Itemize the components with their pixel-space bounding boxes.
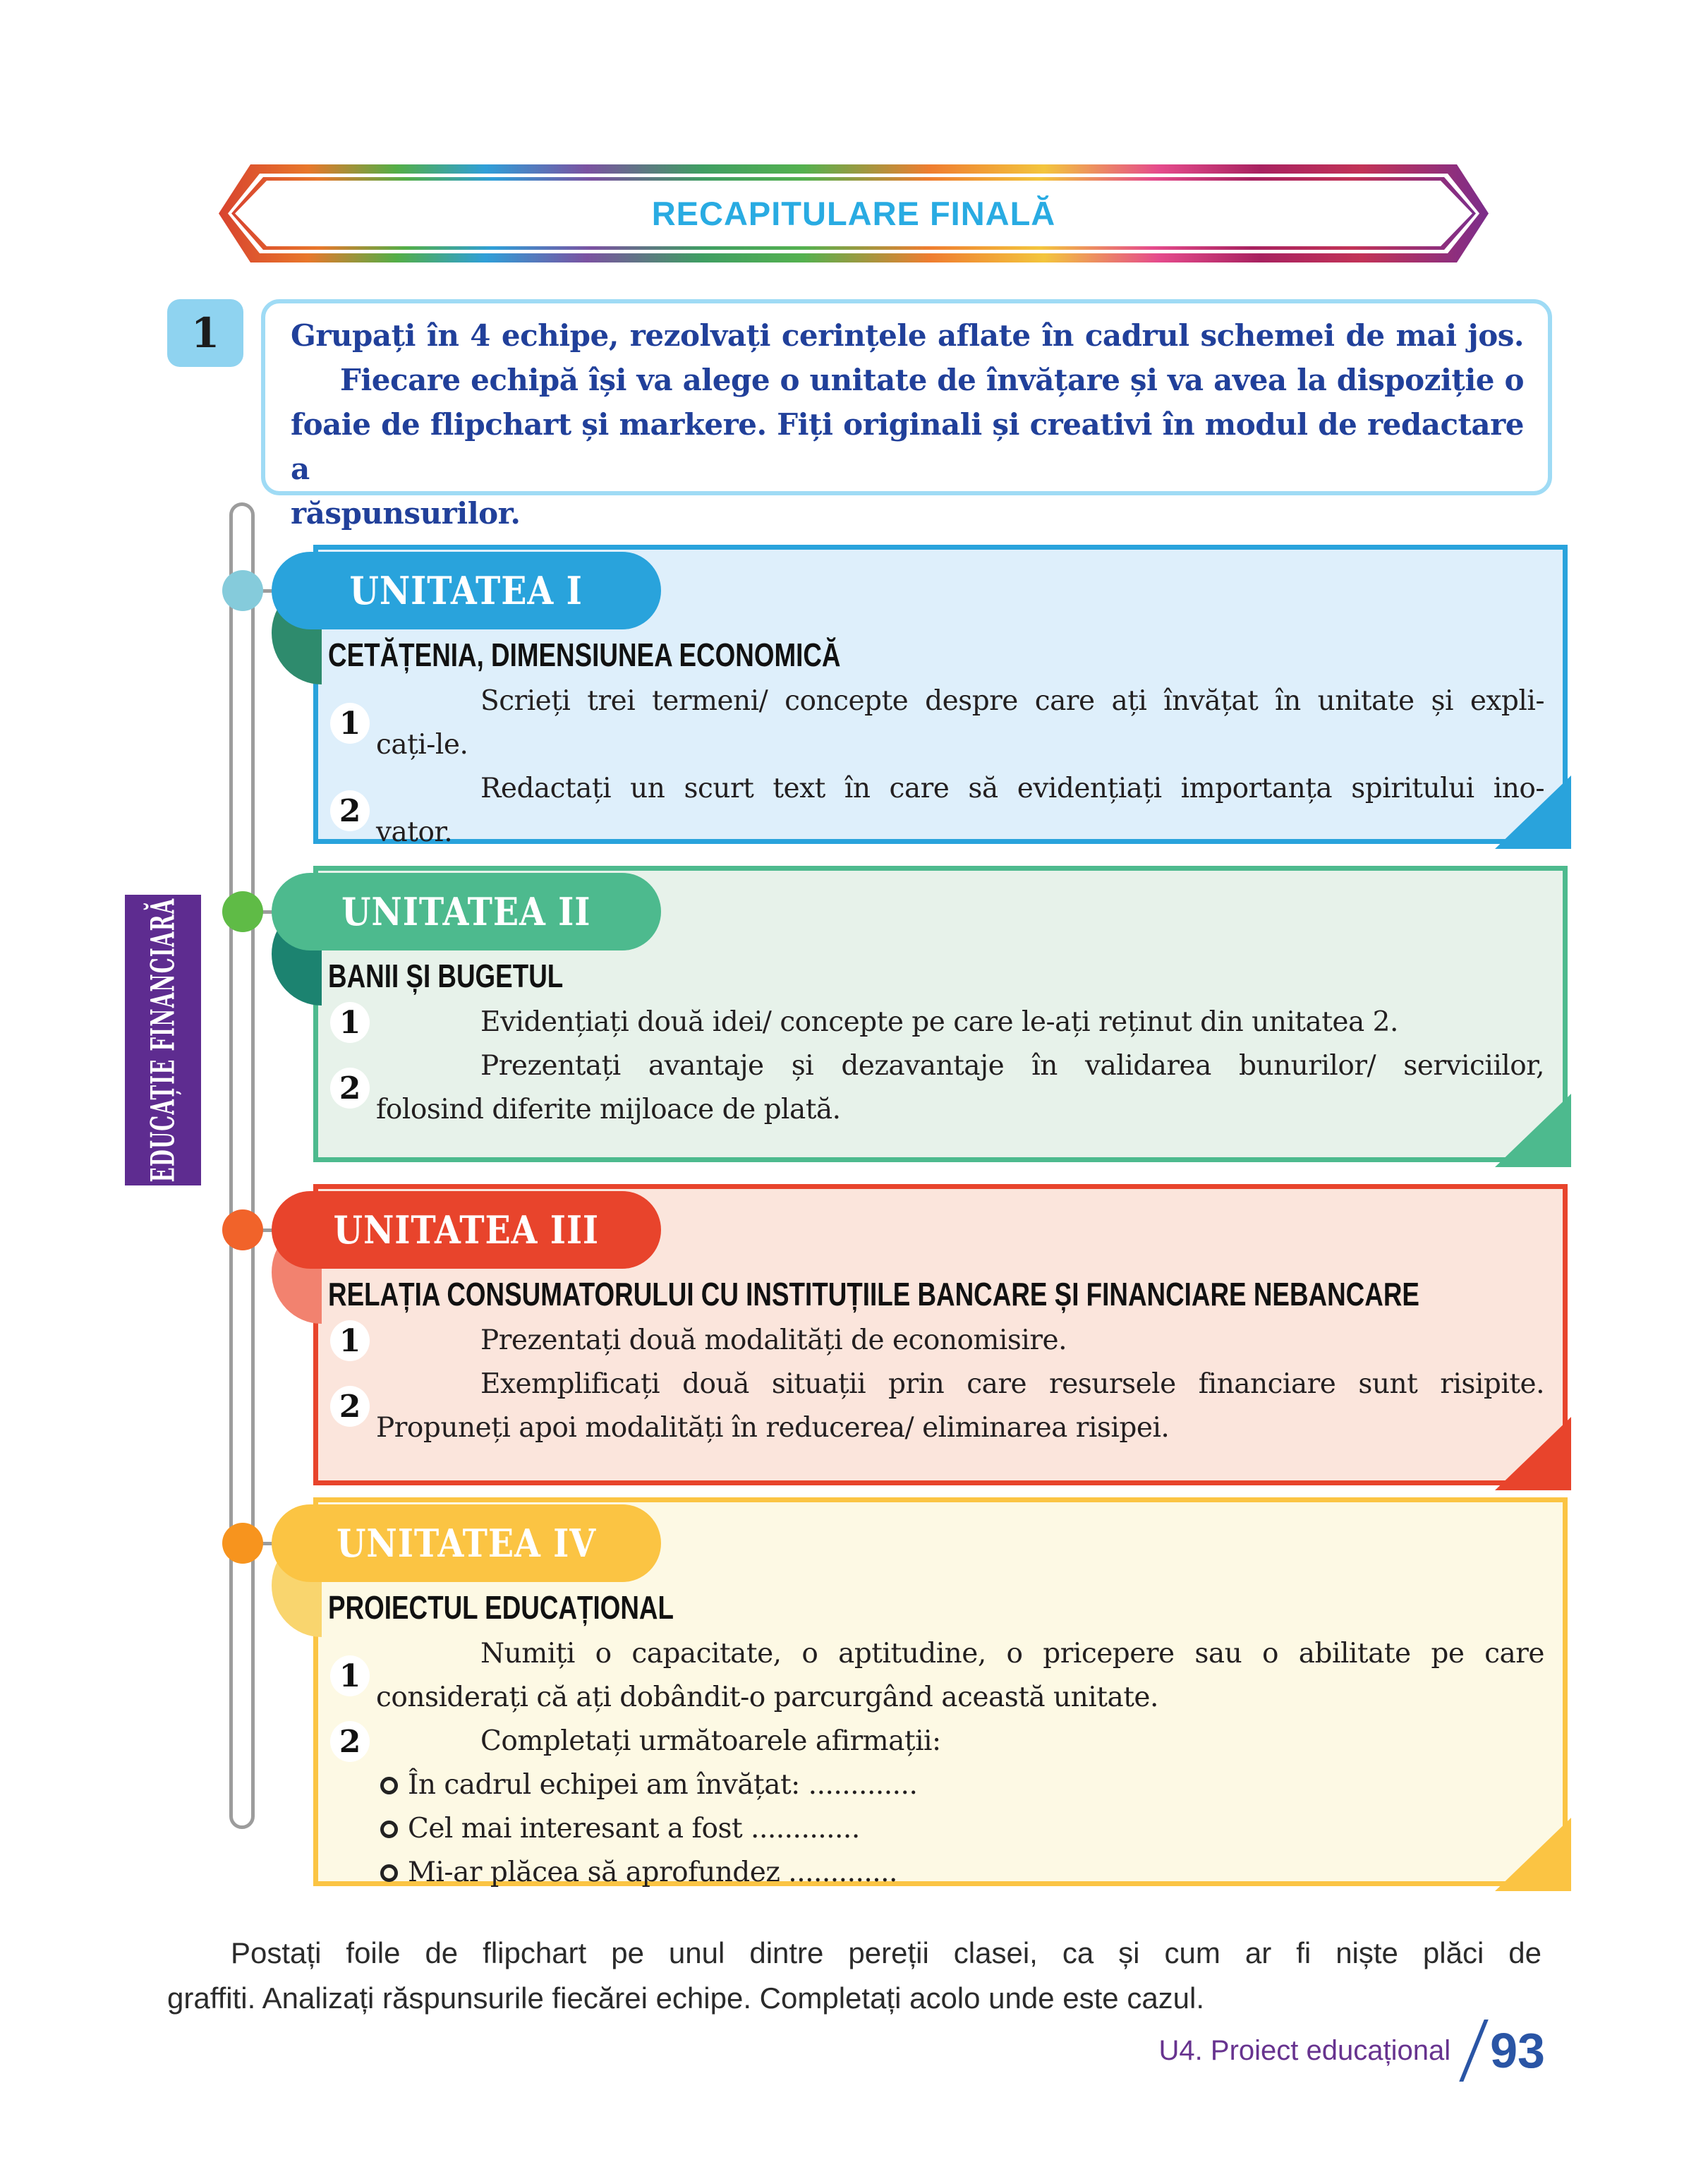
circle-bullet-icon: [380, 1821, 398, 1838]
unit-tab: UNITATEA II: [272, 873, 661, 950]
unit-title: CETĂȚENIA, DIMENSIUNEA ECONOMICĂ: [328, 636, 841, 673]
unit-section-4: [272, 1497, 1571, 1886]
task-item: [324, 767, 1544, 855]
unit-title: PROIECTUL EDUCAȚIONAL: [328, 1589, 674, 1626]
task-number-badge: 2: [324, 1721, 376, 1762]
task-number-badge: 2: [324, 790, 376, 831]
unit-title: BANII ȘI BUGETUL: [328, 958, 564, 994]
fill-in-statements: [376, 1763, 1544, 1895]
exercise-instructions: [261, 299, 1552, 531]
task-text: Exemplificați două situații prin care resursele financiare sunt risipite. Propuneți apoi modalități în reducerea/ eliminarea risipei.: [376, 1368, 1544, 1444]
closing-line: Postați foile de flipchart pe unul dintre pereții clasei, ca și cum ar fi niște plăci de: [231, 1936, 1542, 1969]
task-item: [324, 1044, 1544, 1132]
slash-divider-icon: [1459, 2020, 1489, 2082]
instruction-line: Grupați în 4 echipe, rezolvați cerințele aflate în cadrul schemei de mai jos.: [291, 318, 1524, 353]
task-number-badge: 2: [324, 1386, 376, 1427]
instruction-line: răspunsurilor.: [291, 496, 521, 531]
fill-in-row: Cel mai interesant a fost .............: [376, 1807, 1544, 1851]
task-item: [324, 1720, 1544, 1763]
task-text: Evidențiați două idei/ concepte pe care le-ați reținut din unitatea 2.: [480, 1006, 1398, 1038]
unit-section-2: [272, 866, 1571, 1162]
task-text: Redactați un scurt text în care să evidențiați importanța spiritului ino- vator.: [376, 773, 1544, 848]
page-title: RECAPITULARE FINALĂ: [651, 195, 1056, 232]
task-text: Prezentați două modalități de economisire.: [480, 1324, 1067, 1356]
task-number-badge: 1: [324, 703, 376, 744]
task-number-badge: 1: [324, 1655, 376, 1696]
instruction-line: foaie de flipchart și markere. Fiți originali și creativi în modul de redactare a: [291, 407, 1524, 486]
task-number-badge: 2: [324, 1068, 376, 1109]
unit-title: RELAȚIA CONSUMATORULUI CU INSTITUȚIILE BANCARE ȘI FINANCIARE NEBANCARE: [328, 1276, 1419, 1312]
task-text: Completați următoarele afirmații:: [480, 1725, 941, 1757]
task-text: Prezentați avantaje și dezavantaje în validarea bunurilor/ serviciilor, folosind diferite mijloace de plată.: [376, 1050, 1544, 1125]
timeline-marker-unit-4: [222, 1523, 263, 1564]
task-number-badge: 1: [324, 1320, 376, 1361]
unit-tab: UNITATEA IV: [272, 1504, 661, 1582]
page-number: 93: [1490, 2023, 1545, 2078]
unit-section-3: [272, 1184, 1571, 1485]
subject-label: EDUCAȚIE FINANCIARĂ: [144, 898, 183, 1183]
task-text: Numiți o capacitate, o aptitudine, o pricepere sau o abilitate pe care considerați că ați dobândit-o parcurgând această unitate.: [376, 1638, 1544, 1713]
task-item: [324, 1632, 1544, 1720]
task-item: [324, 1363, 1544, 1450]
chapter-label: U4. Proiect educațional: [1158, 2034, 1451, 2066]
fill-in-row: Mi-ar plăcea să aprofundez .............: [376, 1851, 1544, 1895]
timeline-marker-unit-1: [222, 570, 263, 611]
unit-section-1: [272, 545, 1571, 848]
subject-sidebar: [125, 895, 201, 1185]
closing-line: graffiti. Analizați răspunsurile fiecărei echipe. Completați acolo unde este cazul.: [167, 1981, 1205, 2015]
timeline-marker-unit-2: [222, 891, 263, 932]
unit-tab: UNITATEA III: [272, 1191, 661, 1269]
closing-paragraph: [167, 1931, 1542, 2021]
task-text: Scrieți trei termeni/ concepte despre care ați învățat în unitate și expli- cați-le.: [376, 685, 1544, 761]
circle-bullet-icon: [380, 1864, 398, 1882]
instruction-line: Fiecare echipă își va alege o unitate de învățare și va avea la dispoziție o: [340, 363, 1524, 397]
circle-bullet-icon: [380, 1777, 398, 1794]
fill-in-row: În cadrul echipei am învățat: .............: [376, 1763, 1544, 1807]
page-footer: [1058, 2017, 1545, 2084]
timeline-marker-unit-3: [222, 1209, 263, 1250]
unit-tab: UNITATEA I: [272, 552, 661, 629]
task-item: [324, 1001, 1544, 1044]
timeline-rail: [229, 502, 255, 1829]
banner: [219, 164, 1489, 262]
task-number-badge: 1: [324, 1002, 376, 1043]
task-item: [324, 1319, 1544, 1363]
exercise-number-badge: 1: [167, 299, 243, 367]
task-item: [324, 680, 1544, 767]
